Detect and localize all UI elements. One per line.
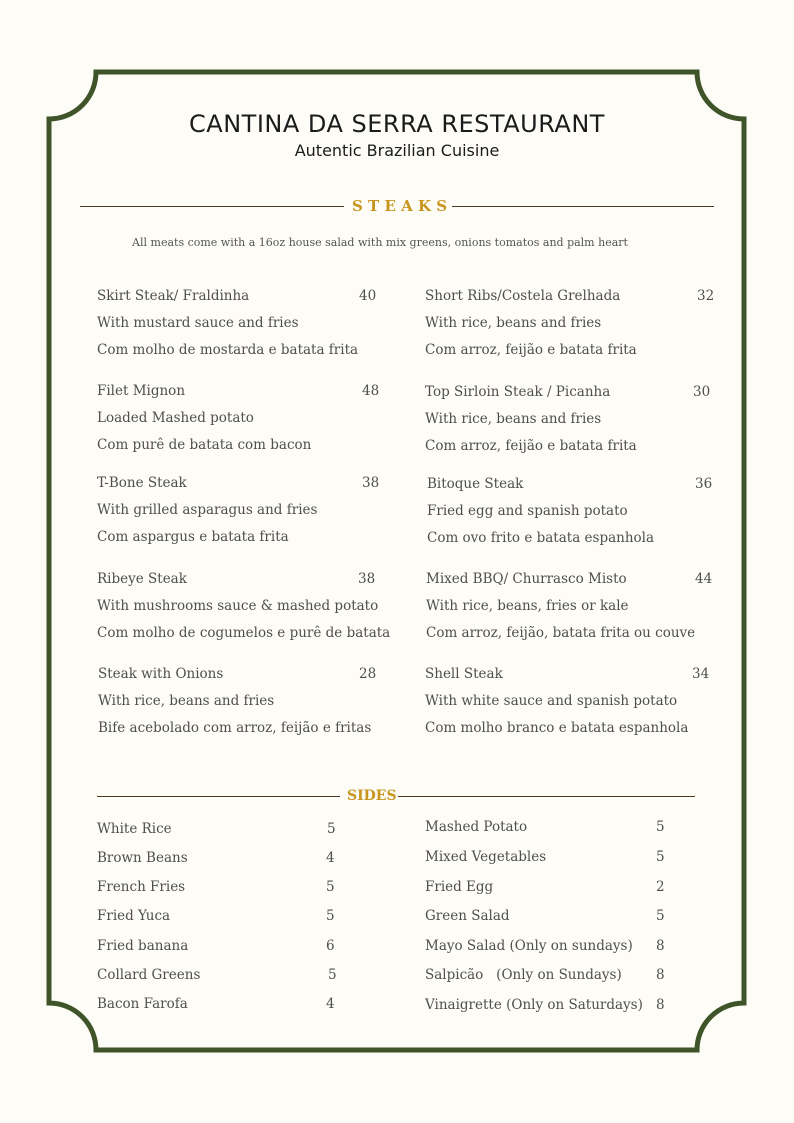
steak-name: Short Ribs/Costela Grelhada <box>425 288 621 304</box>
steak-price: 28 <box>359 666 377 682</box>
side-name: White Rice <box>97 821 172 837</box>
steak-desc-en: With mustard sauce and fries <box>97 315 299 331</box>
steak-desc-pt: Com arroz, feijão, batata frita ou couve <box>426 625 696 641</box>
side-name: Mashed Potato <box>425 819 528 835</box>
side-name: Mixed Vegetables <box>425 849 547 865</box>
side-price: 6 <box>326 938 335 954</box>
side-name: Fried banana <box>97 938 189 954</box>
side-name: French Fries <box>97 879 186 895</box>
side-price: 5 <box>328 967 337 983</box>
steak-desc-pt: Com arroz, feijão e batata frita <box>425 438 637 454</box>
steak-desc-en: With white sauce and spanish potato <box>425 693 678 709</box>
steak-price: 32 <box>697 288 715 304</box>
steaks-divider-right <box>452 206 714 207</box>
steak-desc-en: With rice, beans and fries <box>425 411 602 427</box>
side-price: 5 <box>656 819 665 835</box>
steak-desc-pt: Com molho de cogumelos e purê de batata <box>97 625 391 641</box>
steak-desc-pt: Com aspargus e batata frita <box>97 529 289 545</box>
steak-price: 36 <box>695 476 713 492</box>
side-name: Fried Yuca <box>97 908 171 924</box>
sides-divider-left <box>97 796 340 797</box>
side-price: 5 <box>326 879 335 895</box>
steak-name: Bitoque Steak <box>427 476 524 492</box>
side-price: 5 <box>656 849 665 865</box>
steak-desc-en: With grilled asparagus and fries <box>97 502 318 518</box>
steak-price: 30 <box>693 384 711 400</box>
side-price: 5 <box>656 908 665 924</box>
side-price: 5 <box>326 908 335 924</box>
steaks-divider-left <box>80 206 344 207</box>
side-name: Vinaigrette (Only on Saturdays) <box>425 997 643 1013</box>
side-price: 2 <box>656 879 665 895</box>
steak-desc-en: With rice, beans and fries <box>425 315 602 331</box>
steak-name: Top Sirloin Steak / Picanha <box>425 384 611 400</box>
steak-name: T-Bone Steak <box>97 475 187 491</box>
steak-price: 40 <box>359 288 377 304</box>
steak-desc-en: Fried egg and spanish potato <box>427 503 628 519</box>
steak-price: 38 <box>362 475 380 491</box>
steaks-note: All meats come with a 16oz house salad with mix greens, onions tomatos and palm heart <box>132 236 628 249</box>
steak-price: 38 <box>358 571 376 587</box>
steak-desc-pt: Com molho branco e batata espanhola <box>425 720 689 736</box>
steak-name: Steak with Onions <box>98 666 224 682</box>
side-name: Brown Beans <box>97 850 188 866</box>
steak-name: Shell Steak <box>425 666 503 682</box>
steak-desc-en: Loaded Mashed potato <box>97 410 254 426</box>
steaks-section-title: S T E A K S <box>352 197 448 215</box>
steak-name: Filet Mignon <box>97 383 186 399</box>
steak-desc-en: With mushrooms sauce & mashed potato <box>97 598 379 614</box>
side-name: Mayo Salad (Only on sundays) <box>425 938 633 954</box>
side-price: 8 <box>656 997 665 1013</box>
steak-desc-en: With rice, beans, fries or kale <box>426 598 629 614</box>
side-name: Fried Egg <box>425 879 494 895</box>
steak-desc-pt: Com purê de batata com bacon <box>97 437 312 453</box>
side-price: 5 <box>327 821 336 837</box>
sides-section-title: SIDES <box>347 788 397 804</box>
side-price: 4 <box>326 850 335 866</box>
side-price: 8 <box>656 938 665 954</box>
side-name: Green Salad <box>425 908 510 924</box>
steak-desc-pt: Bife acebolado com arroz, feijão e fritas <box>98 720 372 736</box>
restaurant-name: CANTINA DA SERRA RESTAURANT <box>189 110 605 138</box>
restaurant-tagline: Autentic Brazilian Cuisine <box>294 141 500 160</box>
sides-divider-right <box>398 796 695 797</box>
side-price: 4 <box>326 996 335 1012</box>
steak-desc-pt: Com arroz, feijão e batata frita <box>425 342 637 358</box>
steak-price: 34 <box>692 666 710 682</box>
steak-name: Mixed BBQ/ Churrasco Misto <box>426 571 627 587</box>
steak-desc-pt: Com ovo frito e batata espanhola <box>427 530 655 546</box>
steak-name: Skirt Steak/ Fraldinha <box>97 288 250 304</box>
steak-desc-pt: Com molho de mostarda e batata frita <box>97 342 359 358</box>
side-name: Collard Greens <box>97 967 201 983</box>
steak-name: Ribeye Steak <box>97 571 187 587</box>
steak-price: 44 <box>695 571 713 587</box>
side-name: Salpicão (Only on Sundays) <box>425 967 622 983</box>
steak-price: 48 <box>362 383 380 399</box>
side-name: Bacon Farofa <box>97 996 188 1012</box>
side-price: 8 <box>656 967 665 983</box>
steak-desc-en: With rice, beans and fries <box>98 693 275 709</box>
